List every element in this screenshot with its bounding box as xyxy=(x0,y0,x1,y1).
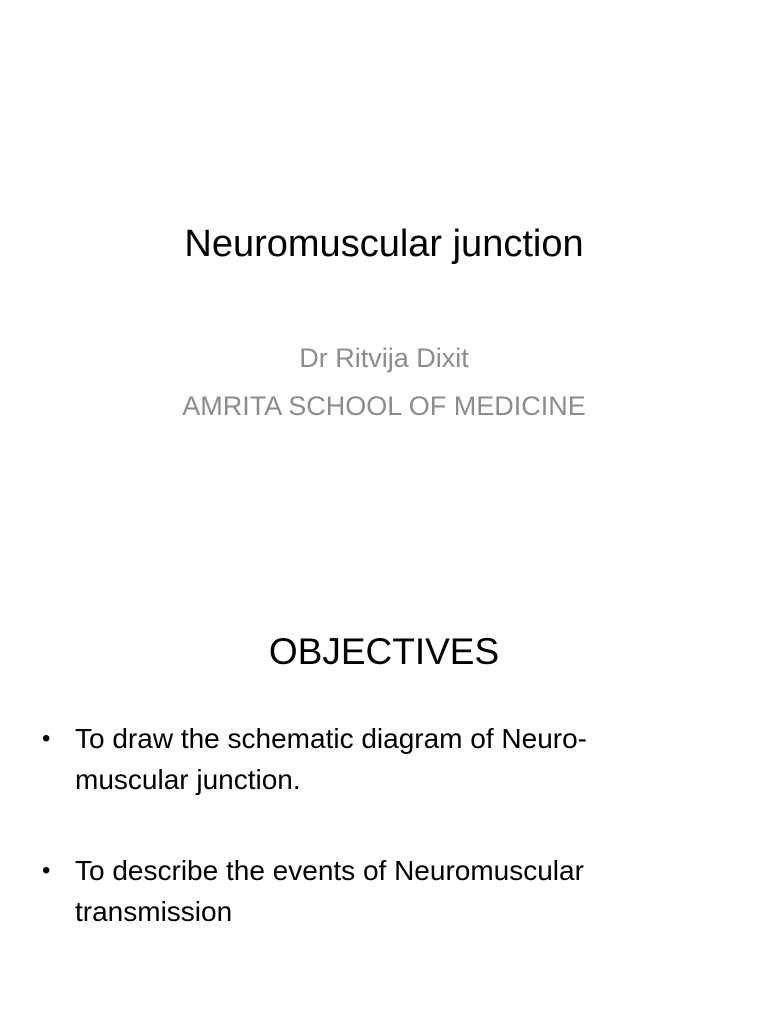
bullet-text-line: To draw the schematic diagram of Neuro- xyxy=(75,723,587,754)
institution-name: AMRITA SCHOOL OF MEDICINE xyxy=(182,391,586,421)
bullet-text-line: To describe the events of Neuromuscular xyxy=(75,855,584,886)
author-name: Dr Ritvija Dixit xyxy=(299,343,469,373)
list-item xyxy=(42,850,682,932)
objectives-title: OBJECTIVES xyxy=(268,631,500,672)
objectives-slide xyxy=(0,512,768,1024)
bullet-icon: • xyxy=(42,857,51,884)
list-item xyxy=(42,718,682,800)
bullet-text-line: transmission xyxy=(75,896,233,927)
bullet-text-line: muscular junction. xyxy=(75,764,301,795)
objectives-list xyxy=(42,718,682,982)
slide-subtitle xyxy=(0,334,768,430)
bullet-icon: • xyxy=(42,725,51,752)
slide-title: Neuromuscular junction xyxy=(184,223,584,265)
